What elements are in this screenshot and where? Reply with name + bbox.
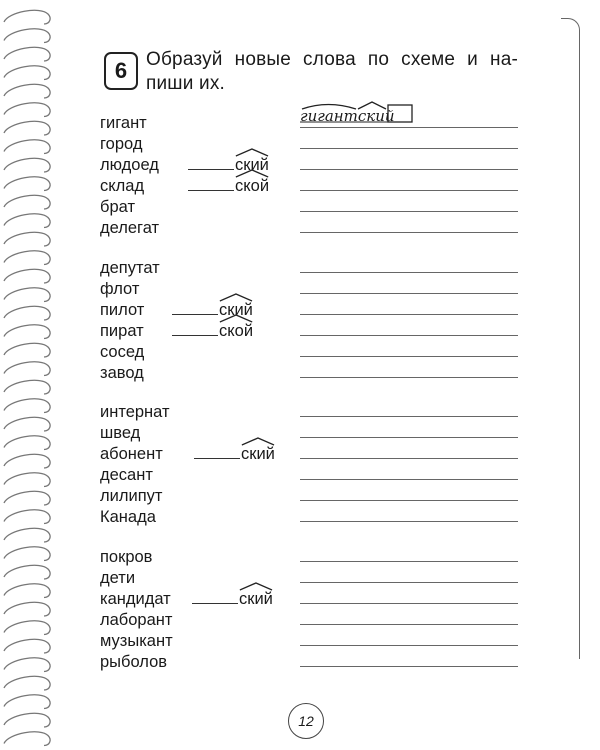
scheme-blank — [172, 321, 218, 336]
scheme-blank — [172, 300, 218, 315]
spiral-loop — [4, 658, 50, 672]
suffix-mark-icon — [235, 169, 269, 178]
answer-line[interactable] — [300, 458, 518, 459]
source-word: пират — [100, 322, 144, 340]
spiral-loop — [4, 232, 50, 246]
suffix-label: ской — [219, 322, 254, 340]
spiral-loop — [4, 325, 50, 339]
answer-line[interactable] — [300, 293, 518, 294]
source-word: музыкант — [100, 632, 173, 650]
answer-line[interactable] — [300, 190, 518, 191]
source-word: дети — [100, 569, 136, 587]
answer-line[interactable] — [300, 335, 518, 336]
answer-line[interactable] — [300, 521, 518, 522]
scheme-blank — [194, 444, 240, 459]
answer-line[interactable] — [300, 479, 518, 480]
source-word: лилипут — [100, 487, 163, 505]
spiral-loop — [4, 29, 50, 43]
source-word: швед — [100, 424, 141, 442]
suffix-mark-icon — [219, 293, 253, 302]
answer-line[interactable] — [300, 377, 518, 378]
suffix-scheme — [172, 321, 253, 341]
example-answer — [300, 107, 395, 125]
spiral-loop — [4, 214, 50, 228]
source-word: рыболов — [100, 653, 168, 671]
answer-line[interactable] — [300, 500, 518, 501]
spiral-loop — [4, 306, 50, 320]
spiral-loop — [4, 565, 50, 579]
spiral-loop — [4, 602, 50, 616]
spiral-loop — [4, 251, 50, 265]
example-answer-text: гигантский — [300, 107, 395, 125]
source-word: брат — [100, 198, 135, 216]
spiral-loop — [4, 510, 50, 524]
spiral-loop — [4, 695, 50, 709]
spiral-binding — [0, 0, 70, 750]
root-arc-icon — [302, 105, 356, 110]
source-word: абонент — [100, 445, 163, 463]
source-word: город — [100, 135, 143, 153]
suffix-label: ский — [219, 301, 253, 319]
scheme-blank — [188, 176, 234, 191]
source-word: склад — [100, 177, 145, 195]
answer-line[interactable] — [300, 624, 518, 625]
suffix-mark-icon — [241, 437, 275, 446]
answer-line[interactable] — [300, 416, 518, 417]
spiral-loop — [4, 288, 50, 302]
suffix-mark-icon — [358, 102, 386, 109]
spiral-loop — [4, 47, 50, 61]
spiral-loop — [4, 528, 50, 542]
spiral-loop — [4, 454, 50, 468]
suffix-text — [239, 589, 273, 609]
spiral-loop — [4, 84, 50, 98]
answer-line[interactable] — [300, 356, 518, 357]
answer-line[interactable] — [300, 314, 518, 315]
suffix-text — [241, 444, 275, 464]
spiral-loop — [4, 158, 50, 172]
suffix-text — [235, 176, 269, 196]
spiral-loop — [4, 621, 50, 635]
answer-line[interactable] — [300, 437, 518, 438]
source-word: флот — [100, 280, 140, 298]
source-word: людоед — [100, 156, 159, 174]
suffix-text — [219, 321, 253, 341]
spiral-loop — [4, 121, 50, 135]
answer-line[interactable] — [300, 561, 518, 562]
source-word: покров — [100, 548, 153, 566]
suffix-mark-icon — [219, 314, 253, 323]
page-frame — [561, 18, 580, 659]
source-word: делегат — [100, 219, 160, 237]
task-number: 6 — [104, 52, 138, 90]
suffix-mark-icon — [235, 148, 269, 157]
spiral-loop — [4, 380, 50, 394]
answer-line[interactable] — [300, 148, 518, 149]
spiral-loop — [4, 269, 50, 283]
source-word: депутат — [100, 259, 160, 277]
ending-box-icon — [388, 105, 412, 122]
source-word: Канада — [100, 508, 156, 526]
answer-line[interactable] — [300, 169, 518, 170]
spiral-loop — [4, 417, 50, 431]
suffix-label: ский — [235, 156, 269, 174]
suffix-scheme — [194, 444, 275, 464]
spiral-loop — [4, 676, 50, 690]
source-word: гигант — [100, 114, 147, 132]
source-word: завод — [100, 364, 144, 382]
spiral-loop — [4, 66, 50, 80]
page-number: 12 — [288, 703, 324, 739]
spiral-loop — [4, 103, 50, 117]
spiral-loop — [4, 362, 50, 376]
suffix-label: ской — [235, 177, 270, 195]
source-word: пилот — [100, 301, 145, 319]
spiral-loop — [4, 343, 50, 357]
spiral-loop — [4, 491, 50, 505]
example-morpheme-marks — [300, 101, 420, 131]
source-word: кандидат — [100, 590, 171, 608]
spiral-loop — [4, 732, 50, 746]
spiral-loop — [4, 10, 50, 24]
spiral-loop — [4, 177, 50, 191]
scheme-blank — [192, 589, 238, 604]
spiral-loop — [4, 140, 50, 154]
spiral-loop — [4, 436, 50, 450]
answer-line[interactable] — [300, 272, 518, 273]
answer-line[interactable] — [300, 603, 518, 604]
source-word: десант — [100, 466, 153, 484]
answer-line[interactable] — [300, 666, 518, 667]
suffix-scheme — [188, 176, 269, 196]
spiral-loop — [4, 584, 50, 598]
source-word: интернат — [100, 403, 170, 421]
suffix-label: ский — [241, 445, 275, 463]
answer-line[interactable] — [300, 211, 518, 212]
spiral-loop — [4, 399, 50, 413]
scheme-blank — [188, 155, 234, 170]
spiral-loop — [4, 547, 50, 561]
spiral-loop — [4, 713, 50, 727]
spiral-loop — [4, 639, 50, 653]
source-word: лаборант — [100, 611, 173, 629]
answer-line[interactable] — [300, 645, 518, 646]
suffix-label: ский — [239, 590, 273, 608]
answer-line[interactable] — [300, 582, 518, 583]
source-word: сосед — [100, 343, 145, 361]
suffix-scheme — [192, 589, 273, 609]
task-instruction: Образуй новые слова по схеме и на- пиши их. — [146, 49, 518, 94]
suffix-mark-icon — [239, 582, 273, 591]
spiral-loop — [4, 195, 50, 209]
answer-line[interactable] — [300, 232, 518, 233]
spiral-loop — [4, 473, 50, 487]
